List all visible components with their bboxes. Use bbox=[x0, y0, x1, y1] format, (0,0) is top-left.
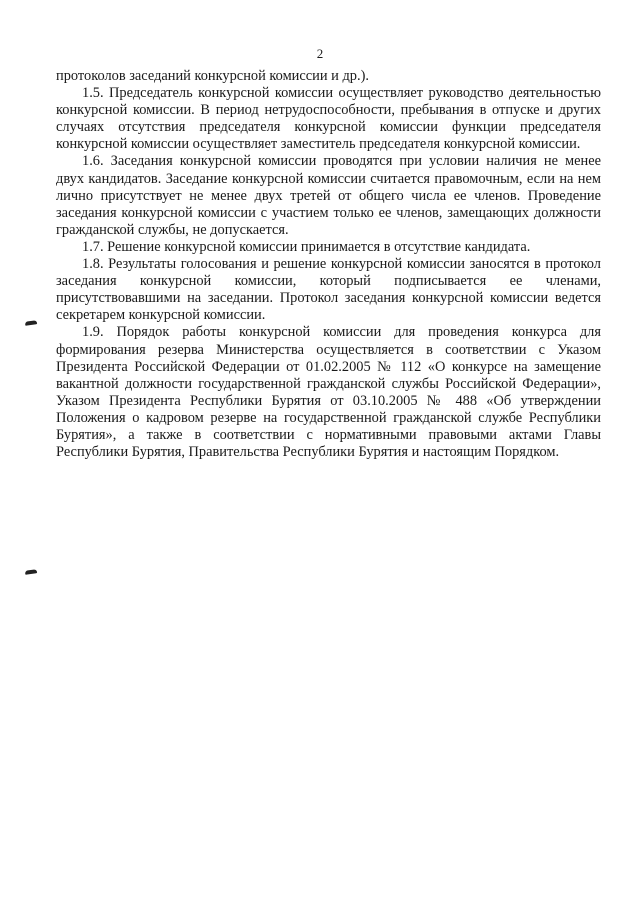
scan-hole-mark bbox=[25, 320, 37, 326]
paragraph-1-9: 1.9. Порядок работы конкурсной комиссии для проведения конкурса для формирования резерва Министерства осуществляется в соответствии с Указом Президента Российской Федерации от 01.02.2005 № 112 «О конкурсе на замещение вакантной должности государственной гражданской службы Российской Федерации», Указом Президента Республики Бурятия от 03.10.2005 № 488 «Об утверждении Положения о кадровом резерве на государственной гражданской службе Республики Бурятия», а также в соответствии с нормативными правовыми актами Главы Республики Бурятия, Правительства Республики Бурятия и настоящим Порядком. bbox=[56, 324, 601, 461]
document-body bbox=[56, 68, 601, 461]
page-number: 2 bbox=[316, 46, 324, 61]
scan-hole-mark bbox=[25, 569, 37, 575]
paragraph-1-8: 1.8. Результаты голосования и решение конкурсной комиссии заносятся в протокол заседания конкурсной комиссии, который подписывается ее членами, присутствовавшими на заседании. Протокол заседания конкурсной комиссии ведется секретарем конкурсной комиссии. bbox=[56, 256, 601, 324]
paragraph-1-7: 1.7. Решение конкурсной комиссии принимается в отсутствие кандидата. bbox=[82, 238, 531, 255]
paragraph-continuation: протоколов заседаний конкурсной комиссии и др.). bbox=[56, 68, 369, 84]
paragraph-1-6: 1.6. Заседания конкурсной комиссии проводятся при условии наличия не менее двух кандидатов. Заседание конкурсной комиссии считается правомочным, если на нем лично присутствует не менее двух третей от общего числа ее членов. Проведение заседания конкурсной комиссии с участием только ее членов, замещающих должности гражданской службы, не допускается. bbox=[56, 153, 601, 238]
paragraph-1-5: 1.5. Председатель конкурсной комиссии осуществляет руководство деятельностью конкурсной комиссии. В период нетрудоспособности, пребывания в отпуске и других случаях отсутствия председателя конкурсной комиссии функции председателя конкурсной комиссии осуществляет заместитель председателя конкурсной комиссии. bbox=[56, 85, 601, 153]
